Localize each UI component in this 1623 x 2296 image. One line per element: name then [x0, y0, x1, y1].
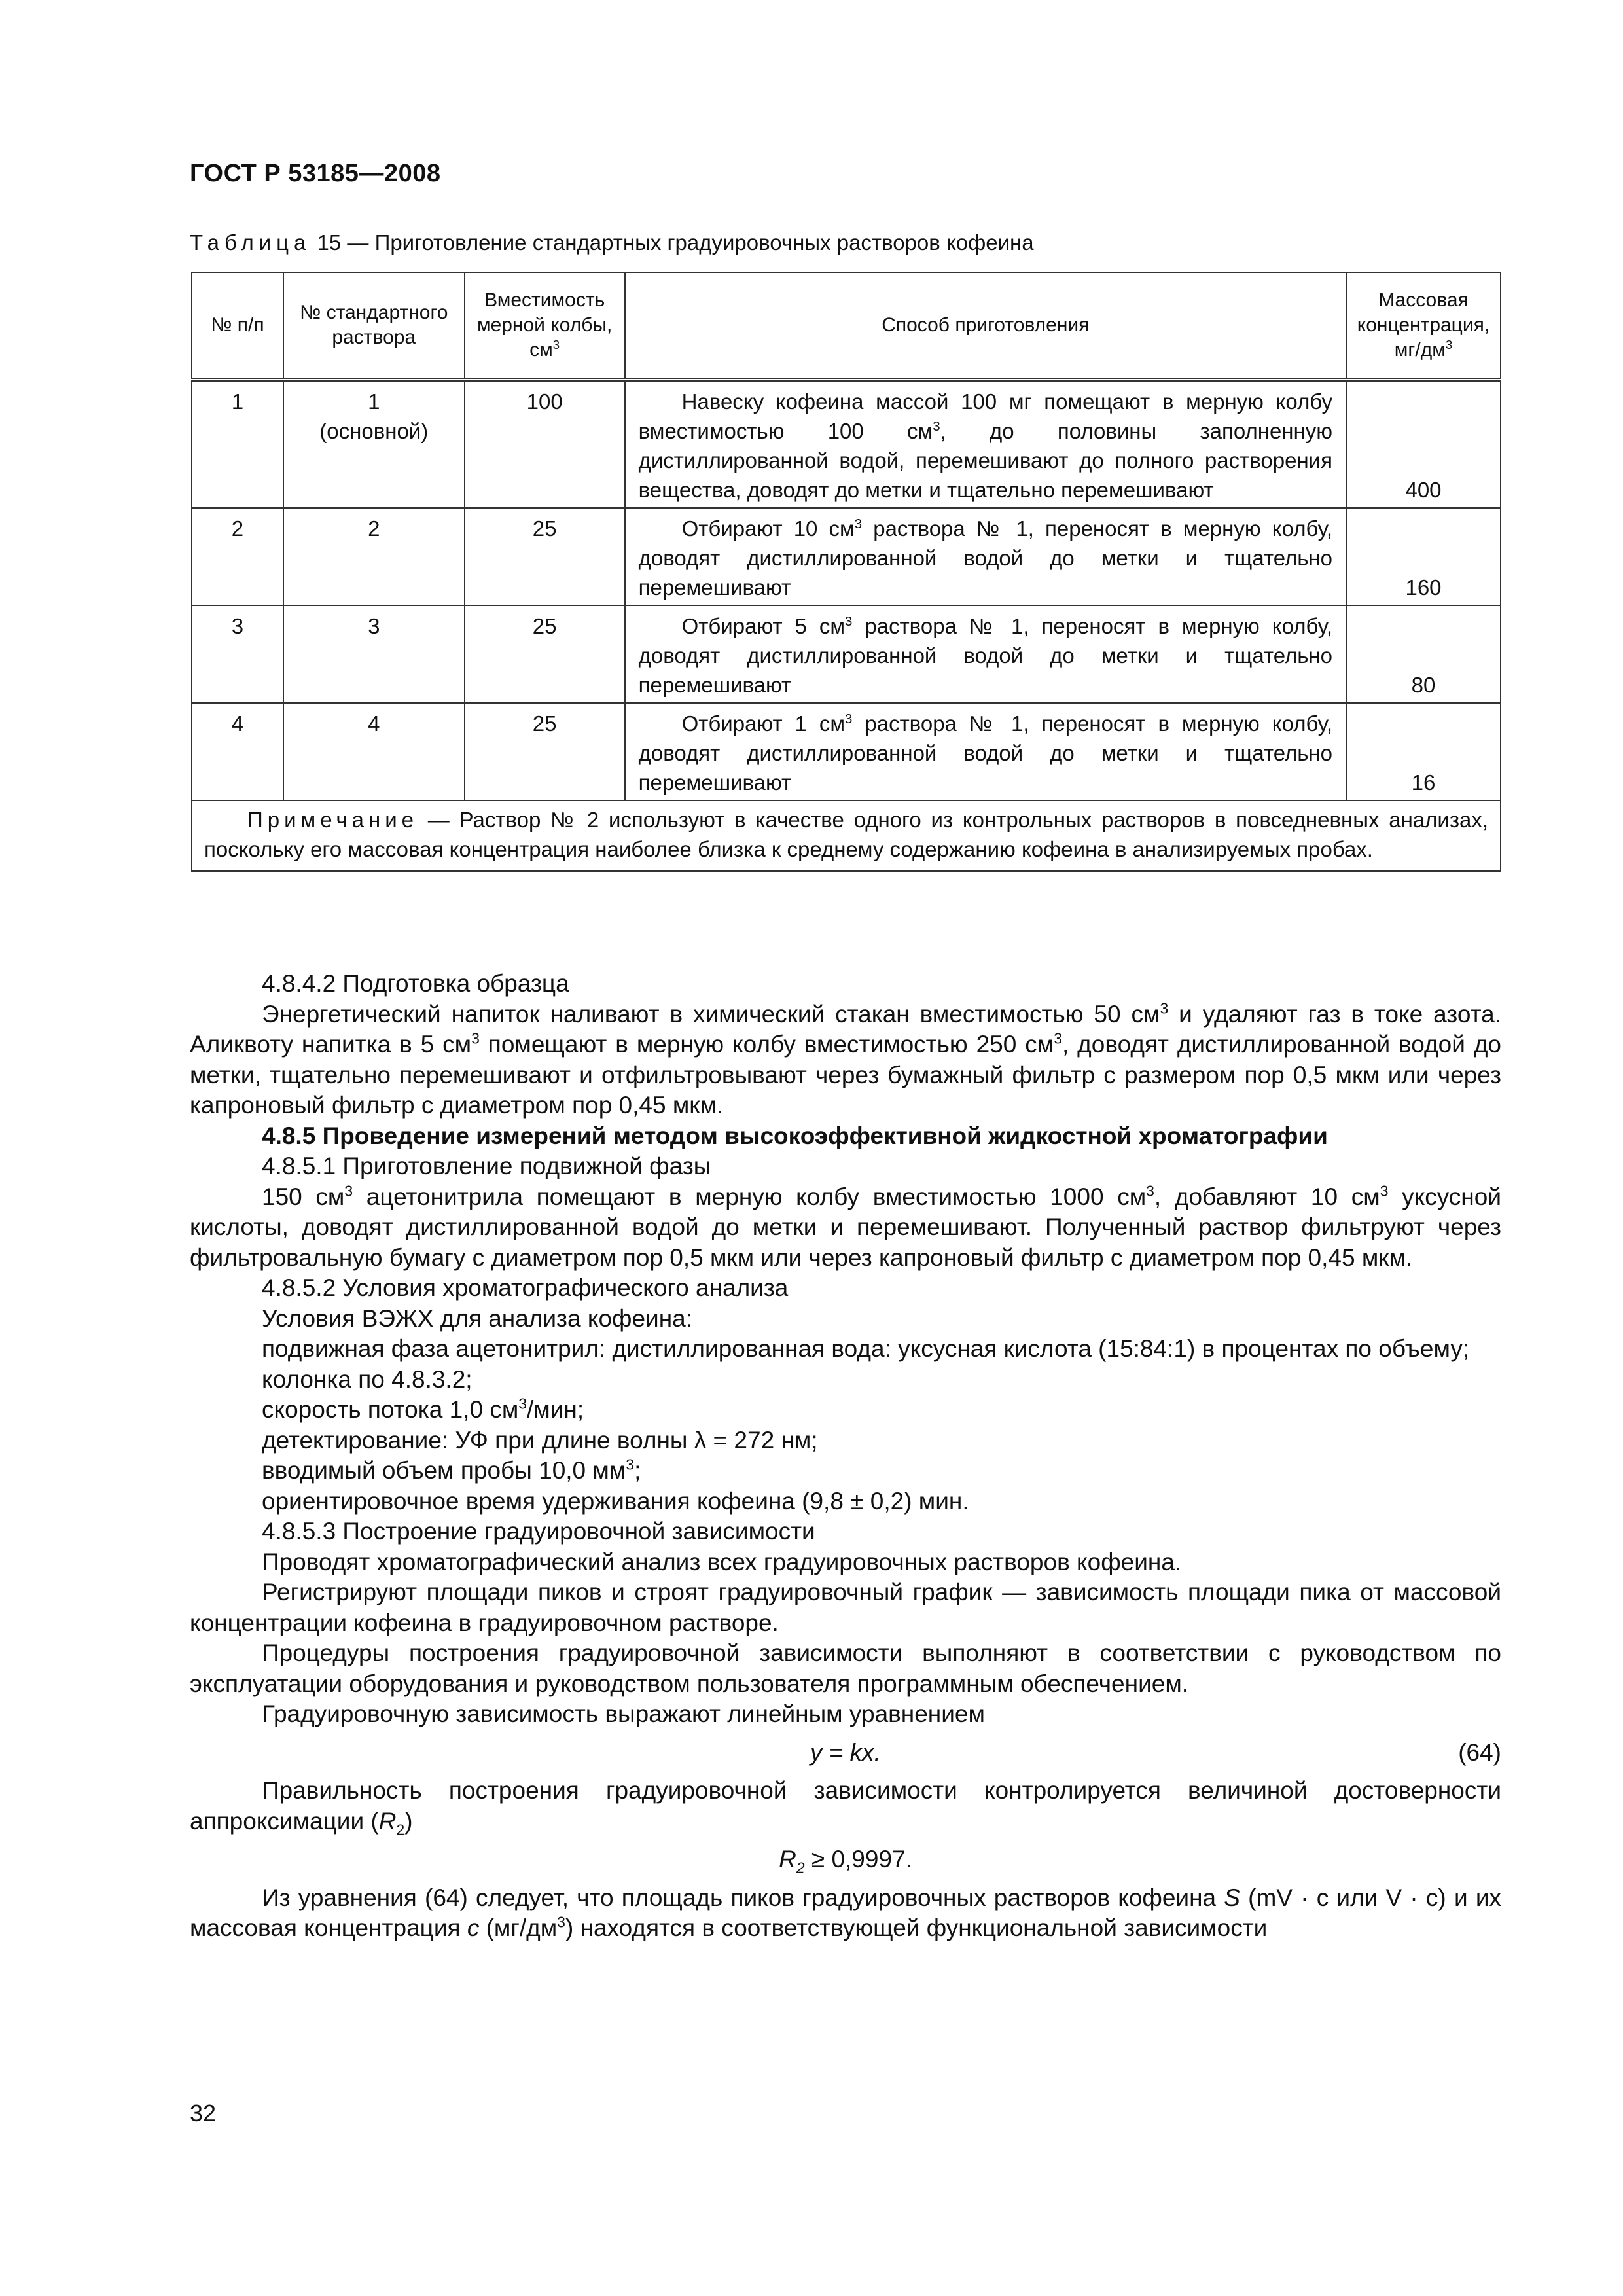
condition-mobile-phase: подвижная фаза ацетонитрил: дистиллированная вода: уксусная кислота (15:84:1) в процентах по объему;	[262, 1335, 1470, 1362]
section-4842-title: 4.8.4.2 Подготовка образца	[262, 970, 569, 997]
section-4851-paragraph: 150 $см^3$ ацетонитрила помещают в мерную колбу вместимостью 1000 $см^3$, добавляют 10 $см^3$ уксусной кислоты, доводят дистиллированной водой до метки и перемешивают. Полученный раствор фильтруют через фильтровальную бумагу с диаметром пор 0,5 мкм или через капроновый фильтр с диаметром пор 0,45 мкм.	[190, 1182, 1501, 1271]
cell-method: Отбирают 10 $см^3$ раствора № 1, переносят в мерную колбу, доводят дистиллированной водой до метки и тщательно перемешивают	[625, 508, 1346, 605]
cell-method: Отбирают 5 $см^3$ раствора № 1, переносят в мерную колбу, доводят дистиллированной водой до метки и тщательно перемешивают	[625, 605, 1346, 703]
cell-concentration: 16	[1346, 703, 1501, 800]
condition-injection-volume: вводимый объем пробы 10,0 $мм^3$;	[262, 1456, 641, 1484]
formula-64	[190, 1738, 1501, 1768]
cell-concentration: 400	[1346, 380, 1501, 508]
col-header-method: Способ приготовления	[625, 272, 1346, 380]
cell-volume: 25	[465, 508, 625, 605]
table-header-row	[192, 272, 1501, 380]
condition-column: колонка по 4.8.3.2;	[262, 1365, 473, 1393]
section-4853-title: 4.8.5.3 Построение градуировочной зависимости	[262, 1518, 815, 1545]
section-4853-paragraph-3: Процедуры построения градуировочной зависимости выполняют в соответствии с руководством по эксплуатации оборудования и руководством пользователя программным обеспечением.	[190, 1640, 1501, 1697]
section-4842-paragraph: Энергетический напиток наливают в химический стакан вместимостью 50 $см^3$ и удаляют газ в токе азота. Аликвоту напитка в 5 $см^3$ помещают в мерную колбу вместимостью 250 $см^3$, доводят дистиллированной водой до метки, тщательно перемешивают и отфильтровывают через бумажный фильтр с размером пор 0,5 мкм или через капроновый фильтр с диаметром пор 0,45 мкм.	[190, 999, 1501, 1119]
section-4853-paragraph-4: Градуировочную зависимость выражают линейным уравнением	[262, 1700, 985, 1727]
body-text	[190, 969, 1501, 1944]
page-header-standard-code: ГОСТ Р 53185—2008	[190, 160, 441, 187]
cell-method: Навеску кофеина массой 100 мг помещают в мерную колбу вместимостью 100 $см^3$, до половины заполненную дистиллированной водой, перемешивают до полного растворения вещества, доводят до метки и тщательно перемешивают	[625, 380, 1346, 508]
section-485-title: 4.8.5 Проведение измерений методом высокоэффективной жидкостной хроматографии	[262, 1122, 1328, 1149]
standard-solutions-table	[191, 272, 1501, 872]
table-caption-text: 15 — Приготовление стандартных градуировочных растворов кофеина	[311, 230, 1034, 255]
page-number: 32	[190, 2100, 217, 2126]
table-row	[192, 703, 1501, 800]
table-caption-label: Таблица	[190, 230, 312, 255]
table-note-row	[192, 800, 1501, 871]
cell-num: 4	[192, 703, 283, 800]
table-row	[192, 380, 1501, 508]
note-text: — Раствор № 2 используют в качестве одного из контрольных растворов в повседневных анализах, поскольку его массовая концентрация наиболее близка к среднему содержанию кофеина в анализируемых пробах.	[204, 808, 1488, 861]
formula-64-expression: y = kx.	[810, 1738, 881, 1766]
condition-flow-rate: скорость потока 1,0 $см^3$/мин;	[262, 1395, 584, 1423]
col-header-std-solution: № стандартного раствора	[283, 272, 465, 380]
formula-64-number: (64)	[1458, 1738, 1501, 1766]
cell-volume: 25	[465, 703, 625, 800]
cell-num: 2	[192, 508, 283, 605]
cell-concentration: 80	[1346, 605, 1501, 703]
section-4851-title: 4.8.5.1 Приготовление подвижной фазы	[262, 1153, 711, 1179]
cell-volume: 100	[465, 380, 625, 508]
cell-volume: 25	[465, 605, 625, 703]
section-4852-intro: Условия ВЭЖХ для анализа кофеина:	[262, 1304, 693, 1332]
cell-method: Отбирают 1 $см^3$ раствора № 1, переносят в мерную колбу, доводят дистиллированной водой до метки и тщательно перемешивают	[625, 703, 1346, 800]
section-4852-title: 4.8.5.2 Условия хроматографического анализа	[262, 1274, 789, 1301]
cell-concentration: 160	[1346, 508, 1501, 605]
table-row	[192, 508, 1501, 605]
section-4853-paragraph-6: Из уравнения (64) следует, что площадь пиков градуировочных растворов кофеина S (mV · c или V · c) и их массовая концентрация c $(мг/дм^3)$ находятся в соответствующей функциональной зависимости	[190, 1884, 1501, 1941]
section-4853-paragraph-5: Правильность построения градуировочной зависимости контролируется величиной достоверности аппроксимации $(R_2)$	[190, 1777, 1501, 1838]
cell-num: 3	[192, 605, 283, 703]
table-caption	[190, 230, 1034, 255]
cell-std-solution: 2	[283, 508, 465, 605]
col-header-num: № п/п	[192, 272, 283, 380]
cell-std-solution: 1 (основной)	[283, 380, 465, 508]
section-4853-paragraph-1: Проводят хроматографический анализ всех градуировочных растворов кофеина.	[262, 1548, 1182, 1575]
note-label: Примечание	[247, 808, 419, 832]
table-note	[192, 800, 1501, 871]
cell-std-solution: 3	[283, 605, 465, 703]
formula-r2: $R_2 \ge 0,9997$.	[779, 1846, 912, 1876]
condition-detection: детектирование: УФ при длине волны λ = 272 нм;	[262, 1426, 818, 1454]
condition-retention-time: ориентировочное время удерживания кофеина (9,8 ± 0,2) мин.	[262, 1487, 969, 1515]
table-row	[192, 605, 1501, 703]
col-header-concentration: Массовая концентрация, $мг/дм^3$	[1346, 272, 1501, 380]
cell-num: 1	[192, 380, 283, 508]
col-header-volume: Вместимость мерной колбы, $см^3$	[465, 272, 625, 380]
cell-std-solution: 4	[283, 703, 465, 800]
section-4853-paragraph-2: Регистрируют площади пиков и строят градуировочный график — зависимость площади пика от массовой концентрации кофеина в градуировочном растворе.	[190, 1579, 1501, 1636]
